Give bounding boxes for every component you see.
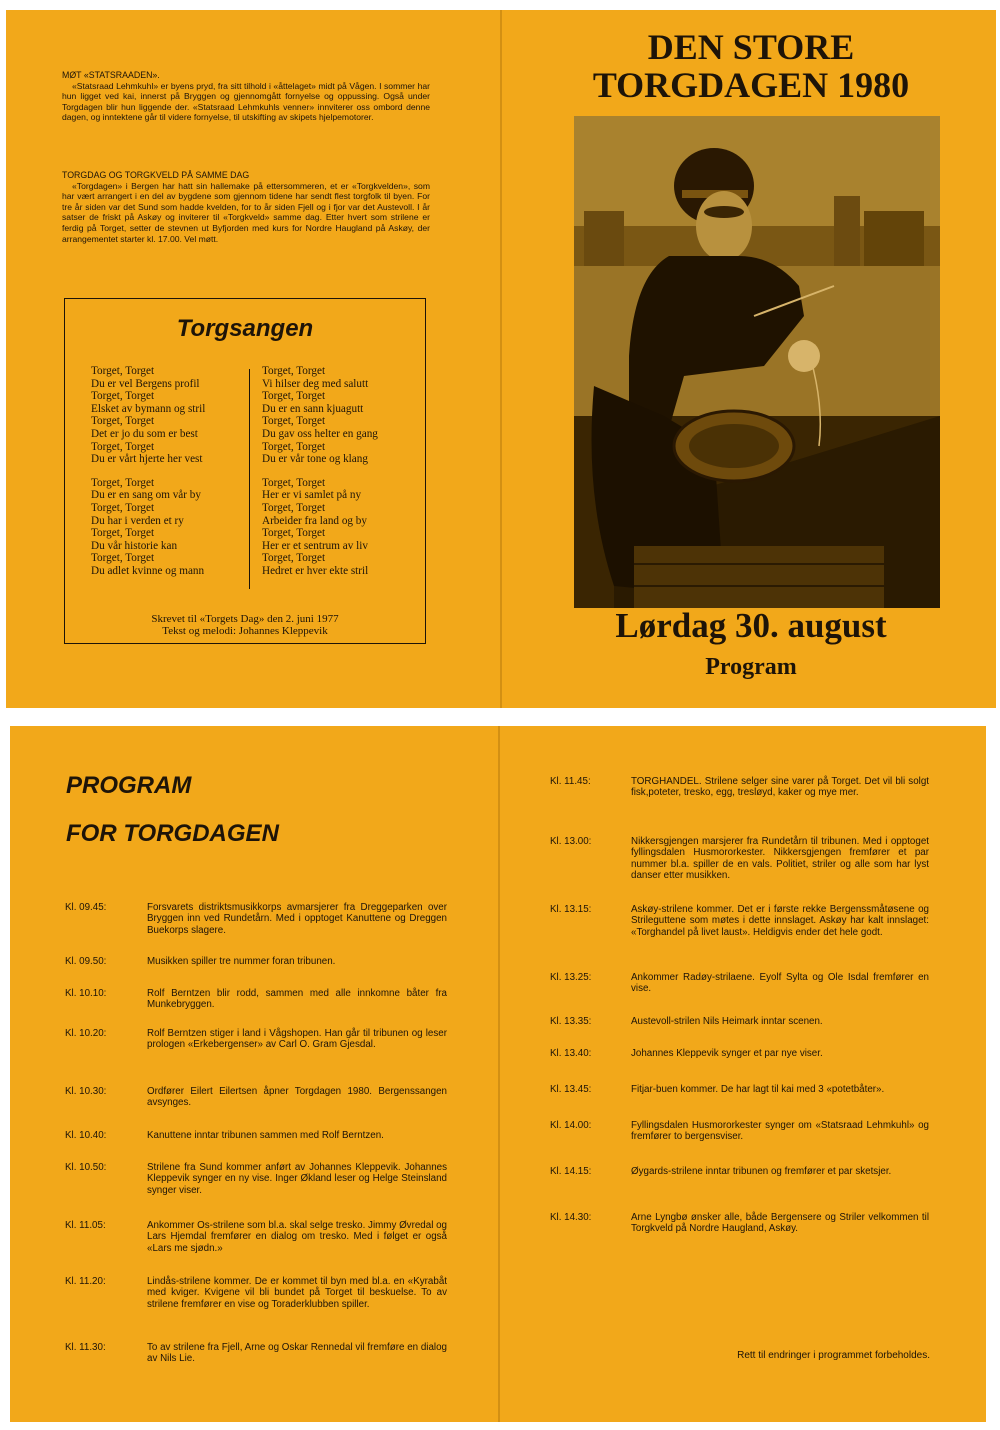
schedule-time: Kl. 10.20: [65,1028,107,1039]
cover-date: Lørdag 30. august [615,606,887,645]
schedule-text: Rolf Berntzen stiger i land i Vågshopen. Han går til tribunen og leser prologen «Erkebergenser» av Carl O. Gram Gjesdal. [147,1028,447,1051]
verse-line: Her er et sentrum av liv [262,539,368,552]
schedule-time: Kl. 14.00: [550,1120,592,1131]
verse-line: Torget, Torget [91,501,155,514]
verse-line: Torget, Torget [91,390,155,403]
verse-line: Torget, Torget [262,415,326,428]
torgkveld-section [62,170,430,244]
song-verse [262,365,432,466]
verse-line: Du er vår tone og klang [262,453,368,466]
schedule-text: Ordfører Eilert Eilertsen åpner Torgdagen 1980. Bergenssangen avsynges. [147,1086,447,1109]
cover-subtitle: Program [705,654,797,680]
verse-line: Torget, Torget [91,527,155,540]
schedule-text: Lindås-strilene kommer. De er kommet til byn med bl.a. en «Kyrabåt med kviger. Kvigene vil bli bundet på Torget til beskuelse. To av strilene fremfører en vise og Toraderklubben spiller. [147,1276,447,1310]
verse-line: Torget, Torget [91,365,155,377]
program-heading: PROGRAM [66,772,192,799]
schedule-time: Kl. 14.15: [550,1166,592,1177]
program-subheading: FOR TORGDAGEN [66,820,279,847]
schedule-text: Øygards-strilene inntar tribunen og fremfører et par sketsjer. [631,1166,892,1177]
fold-line [500,10,502,708]
verse-line: Du gav oss helter en gang [262,427,378,440]
schedule-text: Forsvarets distriktsmusikkorps avmarsjerer fra Dreggeparken over Bryggen inn ved Rundetårn. Med i opptoget Kanuttene og Dreggen Buekorps slagere. [147,902,447,936]
song-credit [65,613,425,637]
schedule-text: Nikkersgjengen marsjerer fra Rundetårn til tribunen. Med i opptoget fyllingsdalen Husmororkester. Nikkersgjengen fremfører et par nummer bl.a. spiller de en vals. Politiet, striler og alle som har lyst danser etter musikken. [631,836,929,881]
schedule-text: TORGHANDEL. Strilene selger sine varer på Torget. Det vil bli solgt fisk,poteter, tresko, egg, tresløyd, kaker og mye mer. [631,776,929,799]
schedule-text: To av strilene fra Fjell, Arne og Oskar Rennedal vil fremføre en dialog av Nils Lie. [147,1342,447,1365]
song-right-column [262,365,432,589]
credit-line: Skrevet til «Torgets Dag» den 2. juni 1977 [151,613,339,625]
verse-line: Torget, Torget [91,415,155,428]
schedule-text: Austevoll-strilen Nils Heimark inntar scenen. [631,1016,823,1027]
verse-line: Torget, Torget [91,476,155,489]
verse-line: Torget, Torget [262,440,326,453]
schedule-time: Kl. 13.00: [550,836,592,847]
schedule-text: Ankommer Radøy-strilaene. Eyolf Sylta og Ole Isdal fremfører en vise. [631,972,929,995]
schedule-text: Johannes Kleppevik synger et par nye viser. [631,1048,823,1059]
verse-line: Arbeider fra land og by [262,514,367,527]
schedule-time: Kl. 09.45: [65,902,107,913]
schedule-time: Kl. 13.15: [550,904,592,915]
schedule-time: Kl. 13.45: [550,1084,592,1095]
verse-line: Torget, Torget [262,476,326,489]
verse-line: Det er jo du som er best [91,427,198,440]
verse-line: Du har i verden et ry [91,514,184,527]
verse-line: Du er vel Bergens profil [91,377,200,390]
verse-line: Du er vårt hjerte her vest [91,453,203,466]
verse-line: Torget, Torget [91,552,155,565]
schedule-time: Kl. 14.30: [550,1212,592,1223]
schedule-time: Kl. 11.05: [65,1220,106,1231]
schedule-time: Kl. 13.35: [550,1016,592,1027]
verse-line: Torget, Torget [262,501,326,514]
verse-line: Du er en sann kjuagutt [262,402,364,415]
schedule-text: Musikken spiller tre nummer foran tribunen. [147,956,336,967]
verse-line: Elsket av bymann og stril [91,402,206,415]
schedule-text: Rolf Berntzen blir rodd, sammen med alle innkomne båter fra Munkebryggen. [147,988,447,1011]
verse-line: Vi hilser deg med salutt [262,377,369,390]
fold-line [498,726,500,1422]
schedule-text: Arne Lyngbø ønsker alle, både Bergensere og Striler velkommen til Torgkveld på Nordre Haugland, Askøy. [631,1212,929,1235]
schedule-text: Strilene fra Sund kommer anført av Johannes Kleppevik. Johannes Kleppevik synger en ny vise. Inger Økland leser og Helge Steinsland synger viser. [147,1162,447,1196]
song-divider [249,369,250,589]
schedule-time: Kl. 13.40: [550,1048,592,1059]
schedule-text: Fitjar-buen kommer. De har lagt til kai med 3 «potetbåter». [631,1084,885,1095]
schedule-time: Kl. 11.45: [550,776,591,787]
song-verse [91,365,261,466]
cover-title-line: DEN STORE [647,27,855,67]
leaflet-outer-sheet [6,10,996,708]
verse-line: Her er vi samlet på ny [262,489,362,502]
verse-line: Hedret er hver ekte stril [262,564,369,577]
schedule-time: Kl. 13.25: [550,972,592,983]
schedule-time: Kl. 11.30: [65,1342,106,1353]
verse-line: Du er en sang om vår by [91,489,201,502]
schedule-time: Kl. 10.30: [65,1086,107,1097]
verse-line: Du adlet kvinne og mann [91,564,205,577]
song-box [64,298,426,644]
schedule-text: Askøy-strilene kommer. Det er i første rekke Bergenssmåtøsene og Strileguttene som møtes i dette innslaget. Askøy har kalt innslaget: «Torghandel på livet laust». Heldigvis ender det hele godt. [631,904,929,938]
schedule-text: Ankommer Os-strilene som bl.a. skal selge tresko. Jimmy Øvredal og Lars Hjemdal fremfører en dialog om tresko. Med i følget er også «Lars me sjødn.» [147,1220,447,1254]
disclaimer-note: Rett til endringer i programmet forbeholdes. [737,1350,930,1361]
song-left-column [91,365,261,589]
verse-line: Torget, Torget [262,390,326,403]
schedule-time: Kl. 10.40: [65,1130,107,1141]
section-heading: MØT «STATSRAADEN». [62,70,160,80]
verse-line: Du vår historie kan [91,539,178,552]
schedule-time: Kl. 10.10: [65,988,107,999]
credit-line: Tekst og melodi: Johannes Kleppevik [162,625,328,637]
verse-line: Torget, Torget [262,527,326,540]
statsraaden-section [62,70,430,123]
cover-title-line: TORGDAGEN 1980 [592,65,910,105]
schedule-time: Kl. 10.50: [65,1162,107,1173]
schedule-time: Kl. 11.20: [65,1276,106,1287]
section-heading: TORGDAG OG TORGKVELD PÅ SAMME DAG [62,170,250,180]
schedule-text: Kanuttene inntar tribunen sammen med Rolf Berntzen. [147,1130,384,1141]
schedule-time: Kl. 09.50: [65,956,107,967]
leaflet-inner-sheet [10,726,986,1422]
song-title: Torgsangen [176,315,314,342]
schedule-text: Fyllingsdalen Husmororkester synger om «Statsraad Lehmkuhl» og fremfører to bergensviser. [631,1120,929,1143]
section-text: «Torgdagen» i Bergen har hatt sin hallemake på ettersommeren, et er «Torgkvelden», som har vært arrangert i en del av bygdene som gjennom tidene har sendt flest torgfolk til byen. For tre år siden var det Sund som hadde kvelden, for to år siden Fjell og i fjor var det Austevoll. I år satser de friskt på Askøy og inviterer til «Torgkveld» samme dag. Etter hvert som strilene er ferdig på Torget, setter de stevnen ut Byfjorden med kurs for Nordre Haugland på Askøy, der arrangementet starter kl. 17.00. Vel møtt. [62,180,430,244]
song-verse [91,477,261,578]
song-verse [262,477,432,578]
section-text: «Statsraad Lehmkuhl» er byens pryd, fra sitt tilhold i «åttelaget» midt på Vågen. I sommer har hun ligget ved kai, innerst på Bryggen og gjennomgått fornyelse og oppussing. Også under Torgdagen blir hun liggende der. «Statsraad Lehmkuhls venner» innviterer oss ombord denne dagen, og inntektene går til videre fornyelse, til utskifting av skipets hjelpemotorer. [62,80,430,123]
knitting-woman-photo [574,116,940,608]
cover-photo [574,116,940,608]
verse-line: Torget, Torget [91,440,155,453]
verse-line: Torget, Torget [262,365,326,377]
cover-title [526,28,976,104]
verse-line: Torget, Torget [262,552,326,565]
